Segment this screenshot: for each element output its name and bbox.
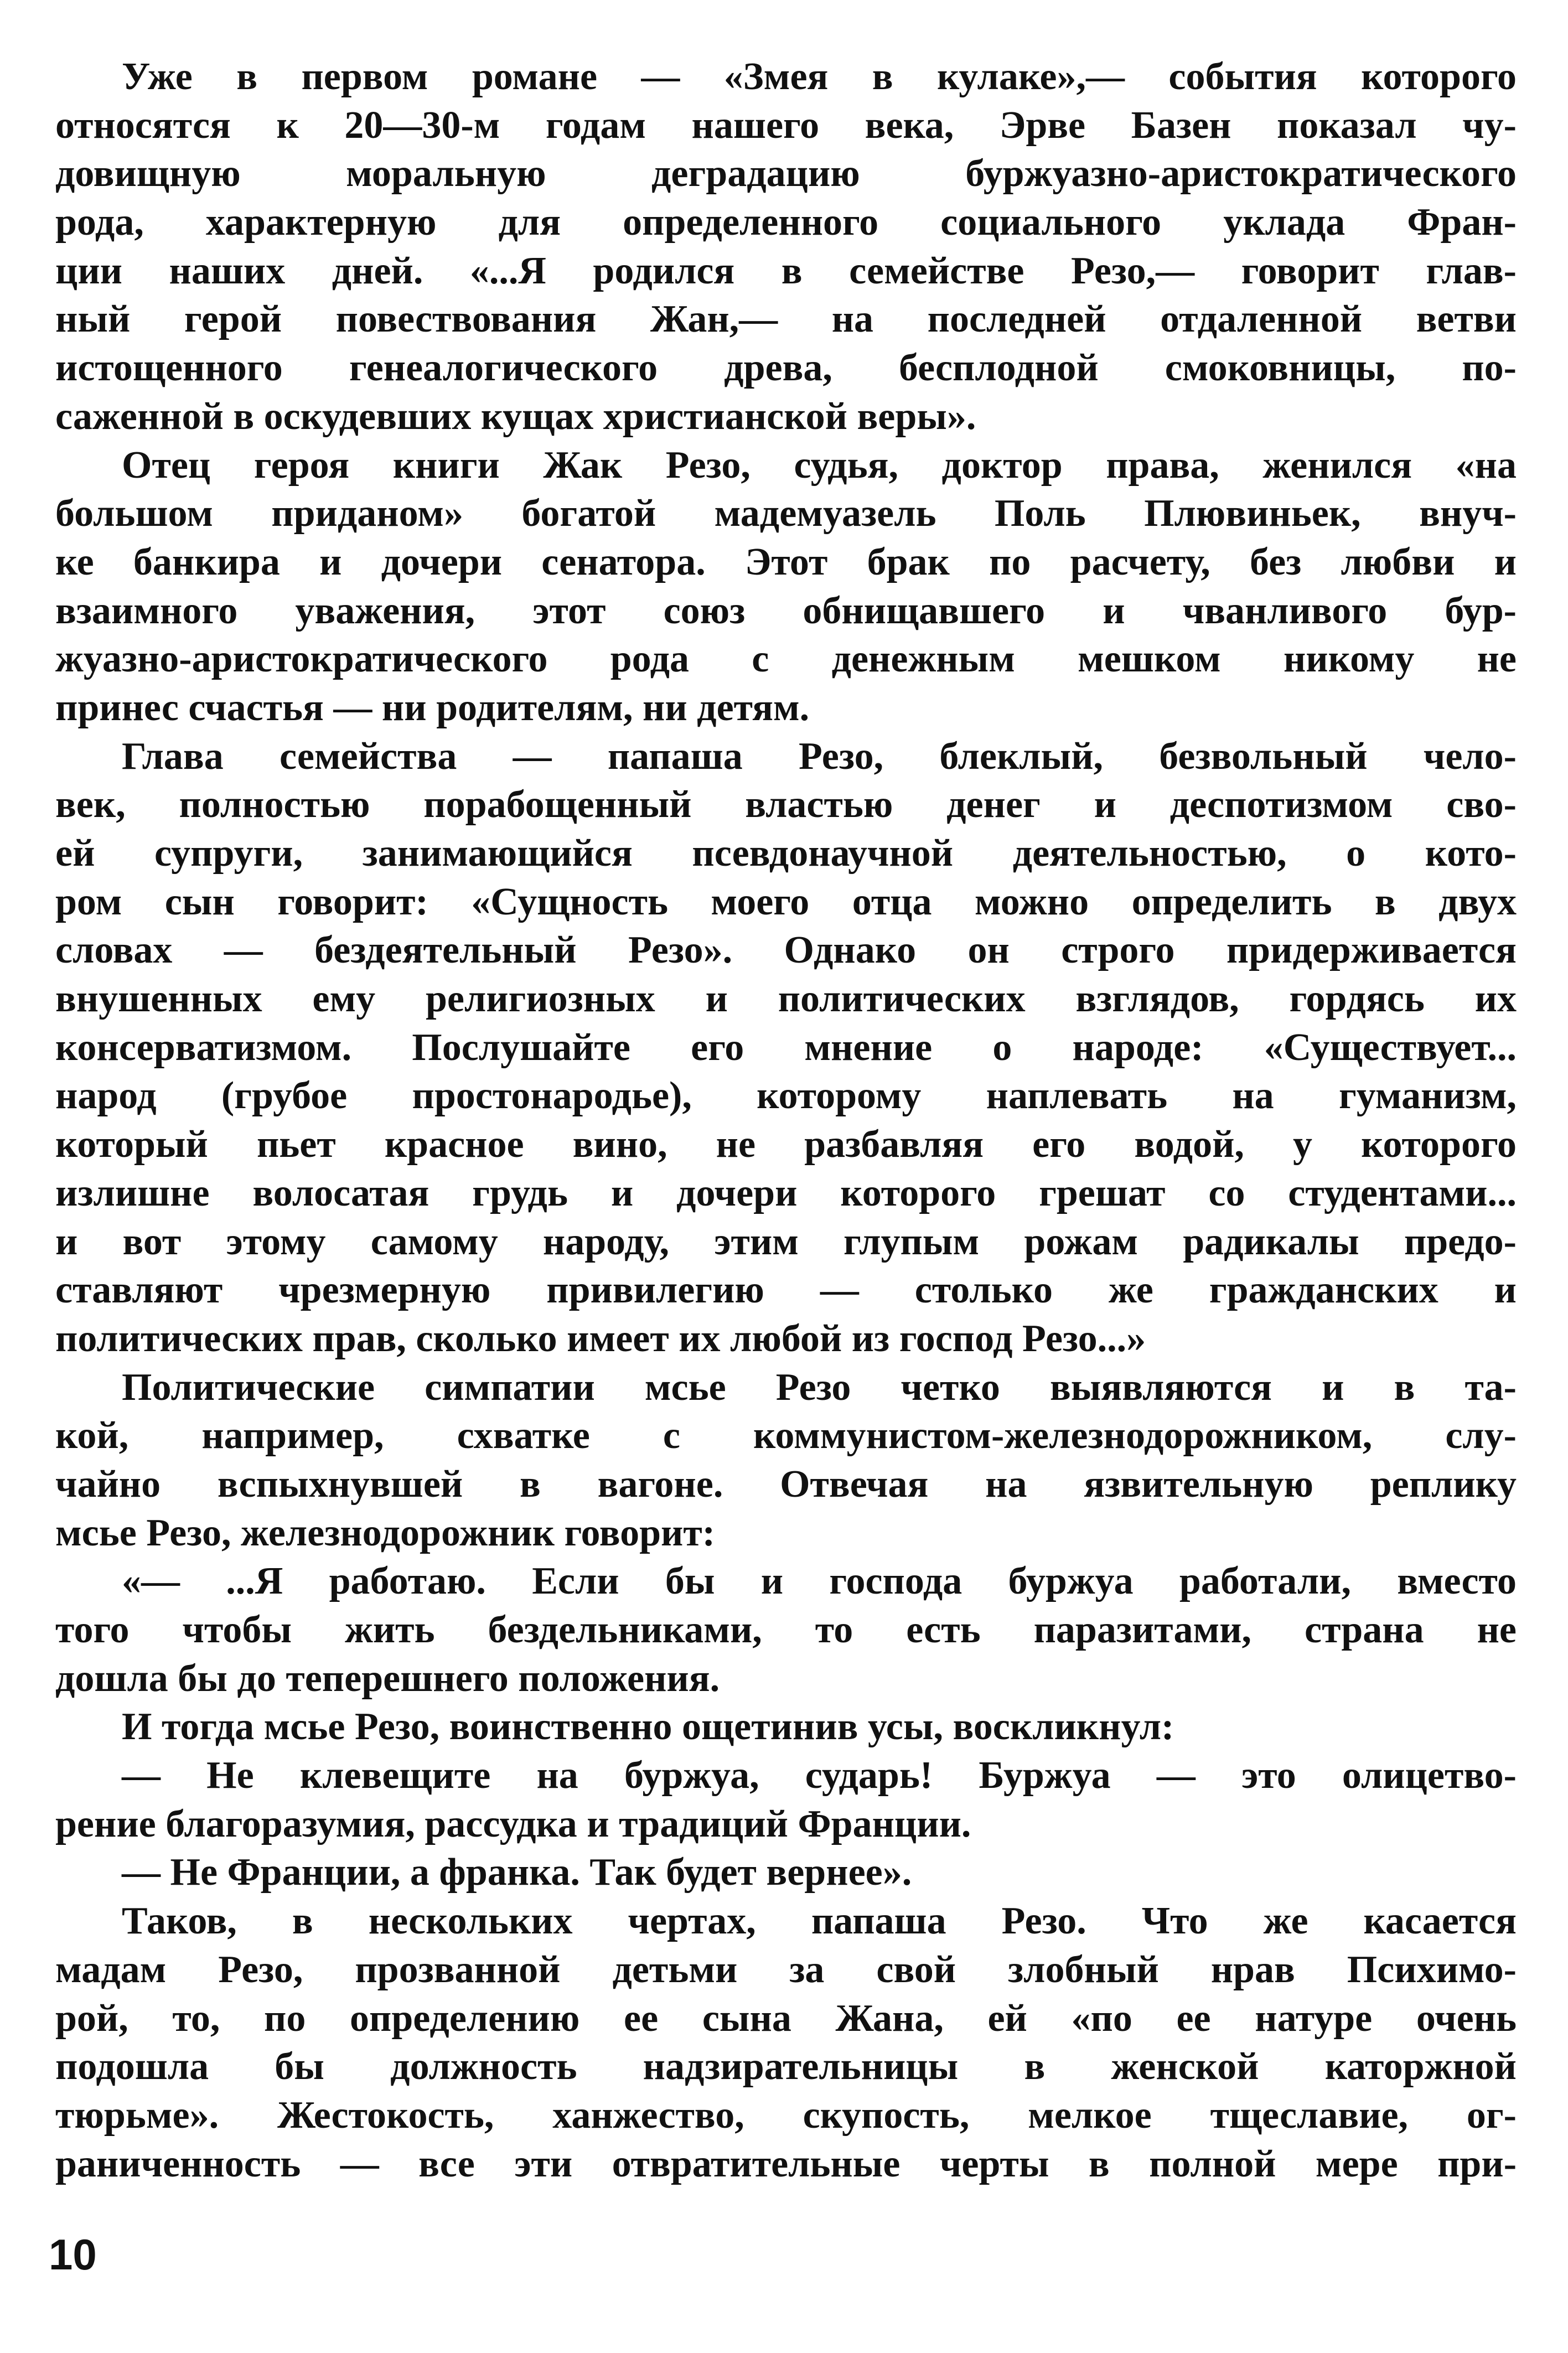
text-line: век, полностью порабощенный властью денег и деспотизмом сво- xyxy=(55,783,1517,826)
text-line: кой, например, схватке с коммунистом-железнодорожником, слу- xyxy=(55,1414,1517,1457)
text-line: Таков, в нескольких чертах, папаша Резо. Что же касается xyxy=(122,1900,1517,1943)
text-line: большом приданом» богатой мадемуазель Поль Плювиньек, внуч- xyxy=(55,492,1517,535)
text-line: ром сын говорит: «Сущность моего отца можно определить в двух xyxy=(55,880,1517,923)
text-line: излишне волосатая грудь и дочери которого грешат со студентами... xyxy=(55,1171,1517,1214)
text-line: мадам Резо, прозванной детьми за свой злобный нрав Психимо- xyxy=(55,1948,1517,1991)
text-line: саженной в оскудевших кущах христианской веры». xyxy=(55,395,976,438)
text-line: подошла бы должность надзирательницы в женской каторжной xyxy=(55,2045,1517,2088)
text-line: относятся к 20—30-м годам нашего века, Эрве Базен показал чу- xyxy=(55,104,1517,147)
text-line: словах — бездеятельный Резо». Однако он строго придерживается xyxy=(55,929,1517,972)
text-line: Уже в первом романе — «Змея в кулаке»,— события которого xyxy=(122,55,1517,98)
text-line: И тогда мсье Резо, воинственно ощетинив усы, воскликнул: xyxy=(122,1705,1174,1749)
text-line: рение благоразумия, рассудка и традиций Франции. xyxy=(55,1802,971,1845)
text-line: раниченность — все эти отвратительные черты в полной мере при- xyxy=(55,2142,1517,2185)
text-line: тюрьме». Жестокость, ханжество, скупость, мелкое тщеславие, ог- xyxy=(55,2093,1517,2137)
text-line: народ (грубое простонародье), которому наплевать на гуманизм, xyxy=(55,1074,1517,1118)
text-line: ке банкира и дочери сенатора. Этот брак по расчету, без любви и xyxy=(55,540,1517,583)
text-line: чайно вспыхнувшей в вагоне. Отвечая на язвительную реплику xyxy=(55,1462,1517,1506)
text-line: ей супруги, занимающийся псевдонаучной деятельностью, о кото- xyxy=(55,832,1517,875)
text-line: ции наших дней. «...Я родился в семействе Резо,— говорит глав- xyxy=(55,249,1517,292)
text-line: Политические симпатии мсье Резо четко выявляются и в та- xyxy=(122,1366,1517,1409)
text-line: внушенных ему религиозных и политических взглядов, гордясь их xyxy=(55,978,1517,1021)
text-line: ставляют чрезмерную привилегию — столько же гражданских и xyxy=(55,1269,1517,1312)
page-number: 10 xyxy=(49,2230,97,2279)
text-line: того чтобы жить бездельниками, то есть паразитами, страна не xyxy=(55,1609,1517,1651)
text-line: и вот этому самому народу, этим глупым рожам радикалы предо- xyxy=(55,1220,1517,1263)
text-line: рой, то, по определению ее сына Жана, ей «по ее натуре очень xyxy=(55,1997,1517,2040)
text-line: взаимного уважения, этот союз обнищавшего и чванливого бур- xyxy=(55,589,1517,632)
text-line: жуазно-аристократического рода с денежным мешком никому не xyxy=(55,638,1517,681)
text-line: Отец героя книги Жак Резо, судья, доктор права, женился «на xyxy=(122,443,1517,487)
text-line: рода, характерную для определенного социального уклада Фран- xyxy=(55,201,1517,244)
text-line: довищную моральную деградацию буржуазно-аристократического xyxy=(55,152,1517,195)
text-line: который пьет красное вино, не разбавляя его водой, у которого xyxy=(55,1123,1517,1166)
text-line: консерватизмом. Послушайте его мнение о народе: «Существует... xyxy=(55,1026,1517,1069)
text-line: ный герой повествования Жан,— на последней отдаленной ветви xyxy=(55,298,1517,341)
text-line: — Не Франции, а франка. Так будет вернее». xyxy=(122,1851,912,1894)
body-text xyxy=(55,53,1517,2188)
text-line: истощенного генеалогического древа, бесплодной смоковницы, по- xyxy=(55,347,1517,390)
text-line: политических прав, сколько имеет их любой из господ Резо...» xyxy=(55,1317,1146,1360)
text-line: Глава семейства — папаша Резо, блеклый, безвольный чело- xyxy=(122,735,1517,778)
text-line: мсье Резо, железнодорожник говорит: xyxy=(55,1511,716,1554)
text-line: принес счастья — ни родителям, ни детям. xyxy=(55,686,810,729)
text-line: «— ...Я работаю. Если бы и господа буржуа работали, вместо xyxy=(122,1560,1517,1603)
text-line: дошла бы до теперешнего положения. xyxy=(55,1657,720,1700)
text-line: — Не клевещите на буржуа, сударь! Буржуа — это олицетво- xyxy=(122,1754,1517,1797)
